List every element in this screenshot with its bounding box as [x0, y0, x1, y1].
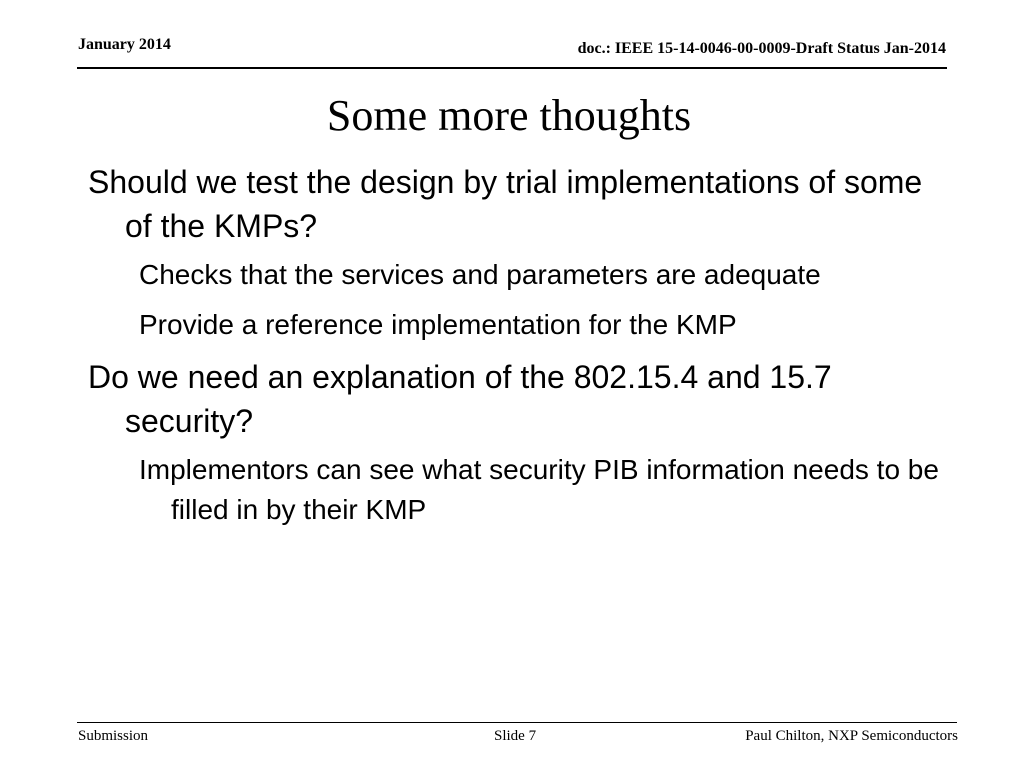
slide-content — [88, 160, 948, 540]
sub-bullet-checks-services: Checks that the services and parameters are adequate — [139, 259, 821, 290]
bullet-explanation-security: Do we need an explanation of the 802.15.4 and 15.7 security? — [88, 359, 832, 439]
header-doc-id: doc.: IEEE 15-14-0046-00-0009-Draft Status Jan-2014 — [577, 40, 946, 57]
sub-bullet-implementors: Implementors can see what security PIB information needs to be filled in by their KMP — [139, 454, 939, 525]
slide-title: Some more thoughts — [326, 91, 692, 140]
footer-slide-number: Slide 7 — [494, 728, 537, 744]
footer-rule — [77, 722, 957, 723]
bullet-test-design: Should we test the design by trial implementations of some of the KMPs? — [88, 164, 923, 244]
header-rule — [77, 67, 947, 69]
header-date: January 2014 — [78, 36, 171, 53]
sub-bullet-reference-impl: Provide a reference implementation for the KMP — [139, 309, 737, 340]
footer-author: Paul Chilton, NXP Semiconductors — [745, 728, 958, 744]
footer-submission: Submission — [78, 728, 149, 744]
